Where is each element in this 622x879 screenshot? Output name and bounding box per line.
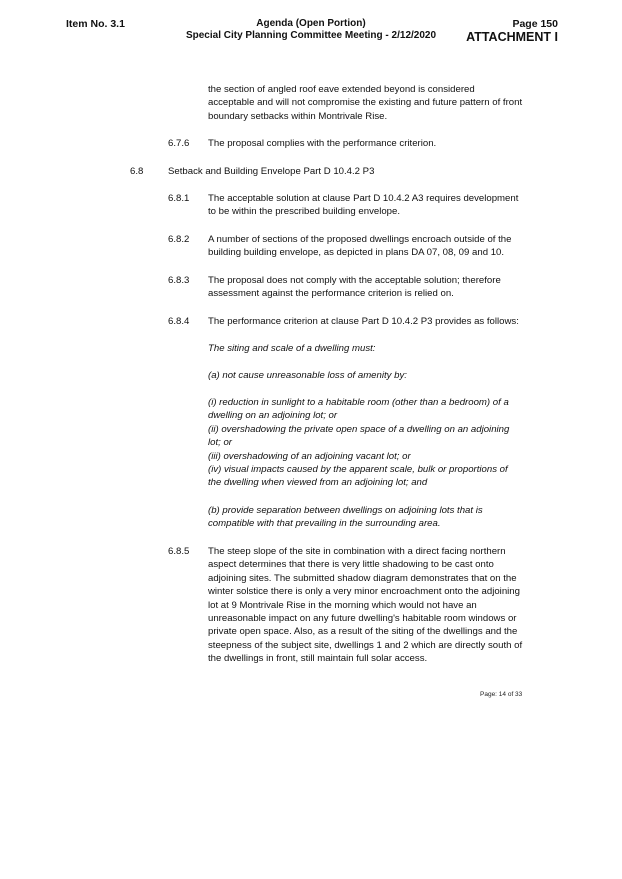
text-line: assessment against the performance criterion is relied on. [208, 288, 454, 300]
clause-text [208, 274, 501, 301]
page-footer: Page: 14 of 33 [480, 691, 523, 698]
text-line: The steep slope of the site in combination with a direct facing northern [208, 546, 506, 557]
clause-text [208, 192, 518, 219]
quote-lead: The siting and scale of a dwelling must: [208, 343, 376, 354]
text-line: compatible with that prevailing in the surrounding area. [208, 518, 441, 530]
text-line: boundary setbacks within Montrivale Rise. [208, 110, 388, 122]
text-line: dwelling on an adjoining lot; or [208, 410, 338, 422]
text-line: the section of angled roof eave extended beyond is considered [208, 84, 475, 95]
text-line: lot; or [208, 437, 232, 449]
text-line: lot at 9 Montrivale Rise in the morning which would not have an [208, 599, 477, 611]
text-line: winter solstice there is only a very minor encroachment onto the adjoining [208, 586, 520, 598]
clause-number: 6.8.4 [168, 316, 190, 327]
text-line: steepness of the subject site, dwellings 1 and 2 which are directly south of [208, 639, 523, 651]
section-number: 6.8 [130, 166, 144, 177]
text-line: The proposal does not comply with the acceptable solution; therefore [208, 275, 501, 286]
section-title: Setback and Building Envelope Part D 10.4.2 P3 [168, 166, 375, 177]
text-line: (iii) overshadowing of an adjoining vacant lot; or [208, 450, 411, 462]
clause-text [208, 137, 436, 150]
text-line: private open space. Also, as a result of the siting of the dwellings and the [208, 626, 518, 638]
item-number: Item No. 3.1 [66, 18, 125, 30]
clause-text [208, 545, 522, 666]
clause-text [208, 233, 511, 260]
text-line: (iv) visual impacts caused by the apparent scale, bulk or proportions of [208, 464, 508, 476]
clause-number: 6.8.2 [168, 234, 190, 245]
quote-sub-list [208, 396, 509, 490]
page-number: Page 150 [512, 18, 558, 30]
text-line: (b) provide separation between dwellings on adjoining lots that is [208, 505, 483, 516]
text-line: the dwelling when viewed from an adjoining lot; and [208, 477, 428, 489]
text-line: unreasonable impact on any future dwelling's habitable room windows or [208, 613, 517, 625]
text-line: building building envelope, as depicted in plans DA 07, 08, 09 and 10. [208, 247, 505, 259]
page-heading [466, 18, 558, 44]
text-line: (ii) overshadowing the private open space of a dwelling on an adjoining [208, 423, 510, 435]
text-line: The performance criterion at clause Part D 10.4.2 P3 provides as follows: [208, 316, 519, 327]
text-line: to be within the prescribed building envelope. [208, 206, 401, 218]
text-line: A number of sections of the proposed dwellings encroach outside of the [208, 234, 512, 245]
attachment-label: ATTACHMENT I [466, 30, 558, 44]
clause-number: 6.8.3 [168, 275, 190, 286]
clause-number: 6.7.6 [168, 138, 190, 149]
text-line: The proposal complies with the performance criterion. [208, 138, 437, 149]
text-line: (i) reduction in sunlight to a habitable room (other than a bedroom) of a [208, 397, 509, 408]
text-line: aspect determines that there is very little shadowing to be cast onto [208, 559, 494, 571]
quote-item-b [208, 504, 483, 531]
clause-number: 6.8.1 [168, 193, 190, 204]
agenda-title: Agenda (Open Portion) [256, 18, 366, 29]
text-line: the dwellings in front, still maintain full solar access. [208, 653, 428, 665]
intro-paragraph [208, 83, 522, 123]
text-line: adjoining sites. The submitted shadow diagram demonstrates that on the [208, 572, 517, 584]
clause-text [208, 315, 519, 328]
meeting-title: Special City Planning Committee Meeting - 2/12/2020 [185, 30, 437, 41]
quote-item-a: (a) not cause unreasonable loss of amenity by: [208, 370, 407, 381]
text-line: The acceptable solution at clause Part D 10.4.2 A3 requires development [208, 193, 519, 204]
clause-number: 6.8.5 [168, 546, 190, 557]
text-line: acceptable and will not compromise the existing and future pattern of front [208, 97, 523, 109]
